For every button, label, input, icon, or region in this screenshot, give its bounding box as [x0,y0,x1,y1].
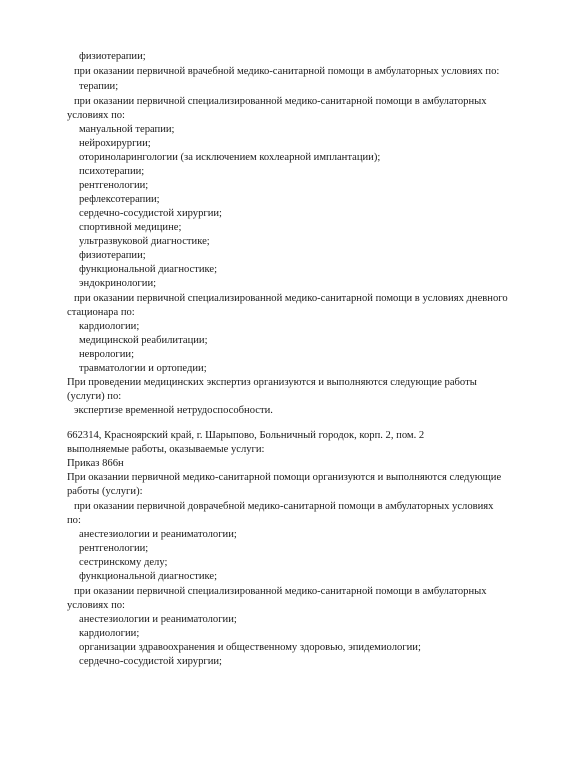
text-line: стационара по: [67,307,135,318]
text-line: рентгенологии; [79,543,149,554]
text-line: сестринскому делу; [79,557,168,568]
text-line: организации здравоохранения и общественному здоровью, эпидемиологии; [79,642,421,653]
text-line: рентгенологии; [79,180,149,191]
text-line: по: [67,515,81,526]
text-line: (услуги) по: [67,391,122,402]
text-line: При оказании первичной медико-санитарной помощи организуются и выполняются следующие [67,472,502,483]
text-line: оториноларингологии (за исключением кохлеарной имплантации); [79,152,381,163]
text-line: сердечно-сосудистой хирургии; [79,208,223,219]
text-line: кардиологии; [79,321,140,332]
text-line: функциональной диагностике; [79,264,218,275]
text-line: физиотерапии; [79,250,146,261]
text-line: экспертизе временной нетрудоспособности. [74,405,273,416]
text-line: медицинской реабилитации; [79,335,208,346]
order-line: Приказ 866н [67,458,124,469]
text-line: при оказании первичной специализированной медико-санитарной помощи в амбулаторных [74,586,487,597]
text-line: функциональной диагностике; [79,571,218,582]
text-line: психотерапии; [79,166,145,177]
text-line: выполняемые работы, оказываемые услуги: [67,444,265,455]
text-line: терапии; [79,81,119,92]
text-line: мануальной терапии; [79,124,175,135]
address-line: 662314, Красноярский край, г. Шарыпово, Больничный городок, корп. 2, пом. 2 [67,430,425,441]
text-line: При проведении медицинских экспертиз организуются и выполняются следующие работы [67,377,477,388]
text-line: ультразвуковой диагностике; [79,236,210,247]
text-line: неврологии; [79,349,135,360]
text-line: сердечно-сосудистой хирургии; [79,656,223,667]
text-line: анестезиологии и реаниматологии; [79,529,237,540]
text-line: при оказании первичной специализированной медико-санитарной помощи в условиях дневного [74,293,508,304]
text-line: анестезиологии и реаниматологии; [79,614,237,625]
text-line: при оказании первичной врачебной медико-санитарной помощи в амбулаторных условиях по: [74,66,500,77]
text-line: кардиологии; [79,628,140,639]
text-line: при оказании первичной доврачебной медико-санитарной помощи в амбулаторных условиях [74,501,494,512]
text-line: работы (услуги): [67,486,143,497]
text-line: нейрохирургии; [79,138,151,149]
text-line: условиях по: [67,110,125,121]
text-line: условиях по: [67,600,125,611]
text-line: травматологии и ортопедии; [79,363,207,374]
text-line: физиотерапии; [79,51,146,62]
text-line: спортивной медицине; [79,222,182,233]
text-line: рефлексотерапии; [79,194,160,205]
text-line: эндокринологии; [79,278,157,289]
text-line: при оказании первичной специализированной медико-санитарной помощи в амбулаторных [74,96,487,107]
